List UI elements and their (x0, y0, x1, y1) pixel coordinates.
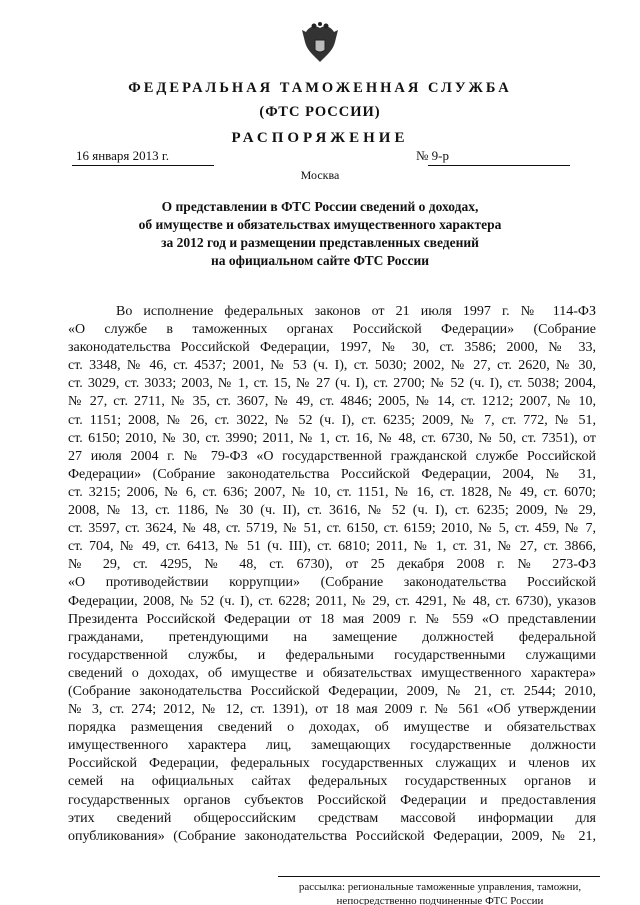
body-line: ст. 6150; 2010, № 30, ст. 3990; 2011, № 1, ст. 16, № 48, ст. 6730, № 50, ст. 7351), от (68, 430, 596, 446)
title-line: на официальном сайте ФТС России (210, 253, 430, 268)
document-title (0, 198, 640, 270)
body-line: имущественного характера лиц, замещающих государственные должности (68, 738, 596, 754)
body-line: Во исполнение федеральных законов от 21 июля 1997 г. № 114-ФЗ (116, 304, 596, 319)
title-line: О представлении в ФТС России сведений о доходах, (161, 199, 479, 214)
body-line: государственных органов субъектов Российской Федерации и предоставления (68, 792, 596, 808)
body-line: ст. 3597, ст. 3624, № 48, ст. 5719, № 51, ст. 6150, ст. 6159; 2010, № 5, ст. 459, № 7, (68, 521, 596, 537)
body-line: «О противодействии коррупции» (Собрание законодательства Российской (68, 575, 596, 591)
body-line: этих сведений общероссийским средствам массовой информации для (68, 810, 596, 826)
distribution-line: рассылка: региональные таможенные управления, таможни, (298, 881, 582, 893)
body-line: ст. 3348, № 46, ст. 4537; 2001, № 53 (ч. I), ст. 5030; 2002, № 27, ст. 2620, № 30, (68, 358, 596, 374)
body-line: семей на официальных сайтах федеральных государственных органов и (68, 774, 596, 790)
body-line: № 27, ст. 2711, № 35, ст. 3607, № 49, ст. 4846; 2005, № 14, ст. 1212; 2007, № 10, (68, 394, 596, 410)
body-line: ст. 1151; 2008, № 26, ст. 3022, № 52 (ч. I), ст. 6235; 2009, № 7, ст. 772, № 51, (68, 412, 596, 428)
document-type: РАСПОРЯЖЕНИЕ (231, 130, 409, 146)
footer-divider (278, 876, 600, 877)
body-line: ст. 704, № 49, ст. 6413, № 51 (ч. III), ст. 6810; 2011, № 1, ст. 31, № 27, ст. 3866, (68, 539, 596, 555)
organization-name: ФЕДЕРАЛЬНАЯ ТАМОЖЕННАЯ СЛУЖБА (128, 80, 512, 96)
body-line: Российской Федерации, федеральных государственных служащих и членов их (68, 756, 596, 772)
coat-of-arms-emblem (300, 22, 340, 66)
body-line: порядка размещения сведений о доходах, об имуществе и обязательствах (68, 720, 596, 736)
organization-abbreviation: (ФТС РОССИИ) (259, 104, 381, 120)
title-line: за 2012 год и размещении представленных сведений (161, 235, 479, 250)
body-line: 27 июля 2004 г. № 79-ФЗ «О государственной гражданской службе Российской (68, 448, 596, 464)
body-line: № 29, ст. 4295, № 48, ст. 6730), от 25 декабря 2008 г. № 273-ФЗ (68, 557, 596, 573)
document-city: Москва (300, 168, 340, 182)
number-underline (428, 165, 570, 166)
body-line: сведений о доходах, об имуществе и обязательствах имущественного характера» (68, 665, 596, 681)
document-date: 16 января 2013 г. (76, 148, 170, 163)
body-line: 2008, № 13, ст. 1186, № 30 (ч. II), ст. 3616, № 52 (ч. I), ст. 6235; 2009, № 29, (68, 503, 596, 519)
body-line: ст. 3215; 2006, № 6, ст. 636; 2007, № 10, ст. 1151, № 16, ст. 1828, № 49, ст. 6070; (68, 484, 596, 500)
date-underline (72, 165, 214, 166)
document-number: № 9-р (416, 148, 449, 163)
body-line: № 3, ст. 274; 2012, № 12, ст. 1391), от 18 мая 2009 г. № 561 «Об утверждении (68, 702, 596, 718)
body-line: «О службе в таможенных органах Российской Федерации» (Собрание (68, 322, 596, 338)
body-line: (Собрание законодательства Российской Федерации, 2009, № 21, ст. 2544; 2010, (68, 683, 596, 699)
title-line: об имуществе и обязательствах имущественного характера (138, 217, 502, 232)
body-line: Федерации» (Собрание законодательства Российской Федерации, 2004, № 31, (68, 466, 596, 482)
distribution-line: непосредственно подчиненные ФТС России (336, 895, 544, 905)
body-line: государственной службы, и федеральными государственными служащими (68, 647, 596, 663)
body-line: законодательства Российской Федерации, 1997, № 30, ст. 3586; 2000, № 33, (68, 340, 596, 356)
body-line: Федерации, 2008, № 52 (ч. I), ст. 6228; 2011, № 29, ст. 4291, № 48, ст. 6730), указов (68, 593, 596, 609)
body-line: опубликования» (Собрание законодательства Российской Федерации, 2009, № 21, (68, 828, 596, 844)
body-line: ст. 3029, ст. 3033; 2003, № 1, ст. 15, № 27 (ч. I), ст. 2700; № 52 (ч. I), ст. 5038; 2004, (68, 376, 596, 392)
document-body (68, 303, 596, 846)
body-line: гражданами, претендующими на замещение должностей федеральной (68, 629, 596, 645)
distribution-note (270, 880, 610, 905)
body-line: Президента Российской Федерации от 18 мая 2009 г. № 559 «О представлении (68, 611, 596, 627)
